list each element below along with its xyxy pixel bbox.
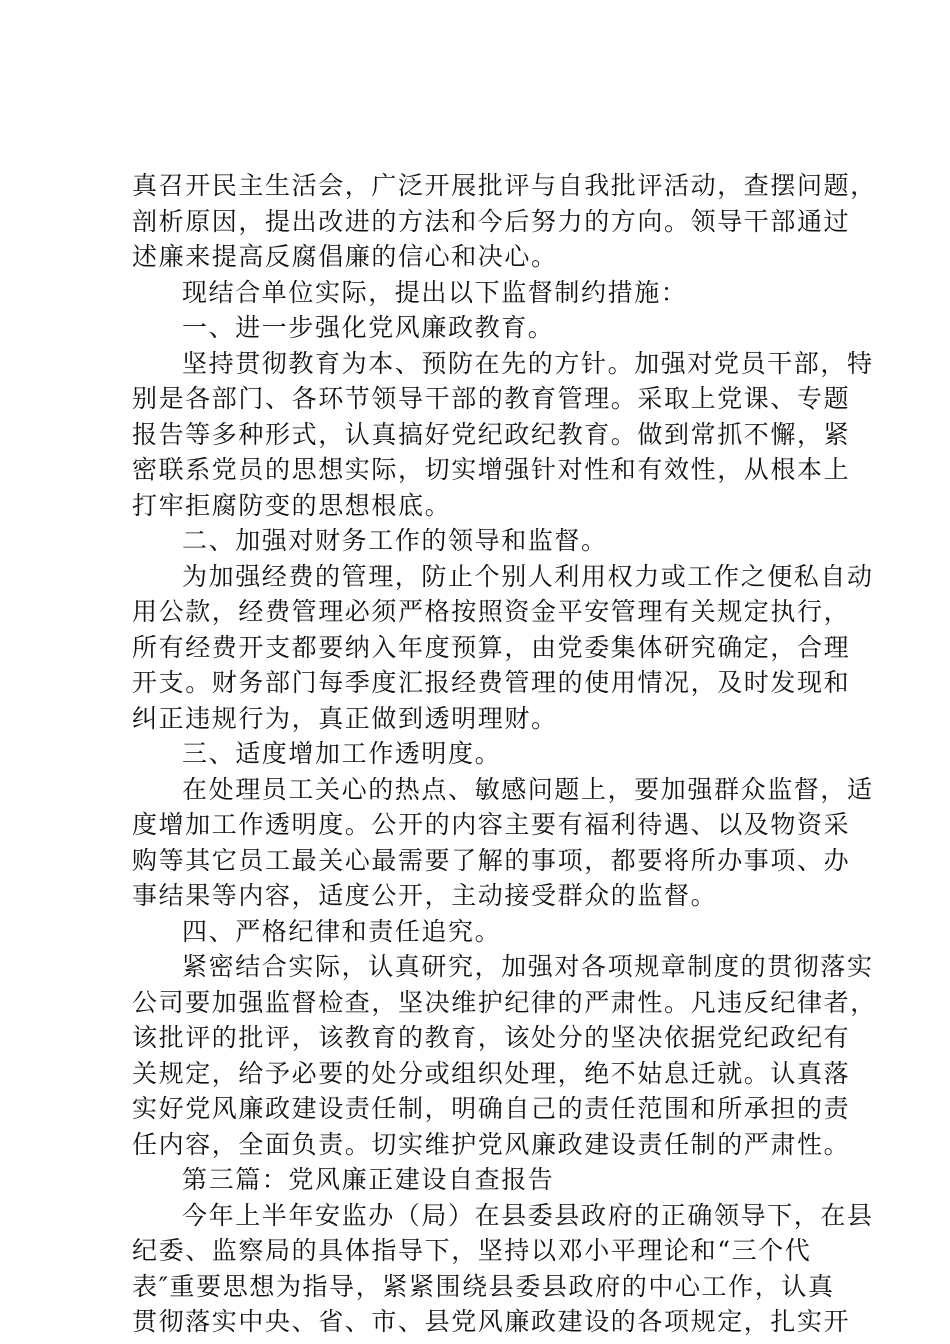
text-line: 报告等多种形式，认真搞好党纪政纪教育。做到常抓不懈，紧 [132,419,851,449]
text-line: 今年上半年安监办（局）在县委县政府的正确领导下，在县 [182,1200,874,1230]
text-line: 任内容，全面负责。切实维护党风廉政建设责任制的严肃性。 [132,1129,851,1159]
text-line: 公司要加强监督检查，坚决维护纪律的严肃性。凡违反纪律者， [132,987,877,1017]
section-heading: 一、进一步强化党风廉政教育。 [182,313,555,342]
document-body [132,168,877,1340]
chapter-title: 第三篇：党风廉正建设自查报告 [182,1165,555,1194]
text-line: 该批评的批评，该教育的教育，该处分的坚决依据党纪政纪有 [132,1023,851,1052]
text-line: 贯彻落实中央、省、市、县党风廉政建设的各项规定，扎实开 [132,1307,851,1336]
text-line: 剖析原因，提出改进的方法和今后努力的方向。领导干部通过 [132,206,851,236]
text-line: 在处理员工关心的热点、敏感问题上，要加强群众监督，适 [182,774,874,804]
section-heading: 三、适度增加工作透明度。 [182,739,502,768]
text-line: 开支。财务部门每季度汇报经费管理的使用情况，及时发现和 [132,668,851,697]
text-line: 打牢拒腐防变的思想根底。 [132,490,452,520]
text-line: 纠正违规行为，真正做到透明理财。 [132,703,558,733]
text-line: 别是各部门、各环节领导干部的教育管理。采取上党课、专题 [132,384,851,413]
text-line: 密联系党员的思想实际，切实增强针对性和有效性，从根本上 [132,455,851,484]
text-line: 表″重要思想为指导，紧紧围绕县委县政府的中心工作，认真 [132,1271,835,1301]
text-line: 实好党风廉政建设责任制，明确自己的责任范围和所承担的责 [132,1094,851,1123]
text-line: 购等其它员工最关心最需要了解的事项，都要将所办事项、办 [132,845,851,875]
text-line: 用公款，经费管理必须严格按照资金平安管理有关规定执行， [132,597,851,626]
text-line: 为加强经费的管理，防止个别人利用权力或工作之便私自动 [182,561,874,591]
text-line: 真召开民主生活会，广泛开展批评与自我批评活动，查摆问题， [132,171,877,200]
text-line: 纪委、监察局的具体指导下，坚持以邓小平理论和“三个代 [132,1236,812,1265]
section-heading: 四、严格纪律和责任追究。 [182,916,502,946]
text-line: 事结果等内容，适度公开，主动接受群众的监督。 [132,881,718,910]
text-line: 所有经费开支都要纳入年度预算，由党委集体研究确定，合理 [132,632,851,662]
text-line: 紧密结合实际，认真研究，加强对各项规章制度的贯彻落实 [182,952,874,981]
text-line: 坚持贯彻教育为本、预防在先的方针。加强对党员干部，特 [182,348,874,378]
text-line: 关规定，给予必要的处分或组织处理，绝不姑息迁就。认真落 [132,1058,851,1088]
text-line: 度增加工作透明度。公开的内容主要有福利待遇、以及物资采 [132,810,851,839]
text-line: 述廉来提高反腐倡廉的信心和决心。 [132,242,558,271]
section-heading: 二、加强对财务工作的领导和监督。 [182,526,608,555]
text-line: 现结合单位实际，提出以下监督制约措施： [182,277,688,307]
